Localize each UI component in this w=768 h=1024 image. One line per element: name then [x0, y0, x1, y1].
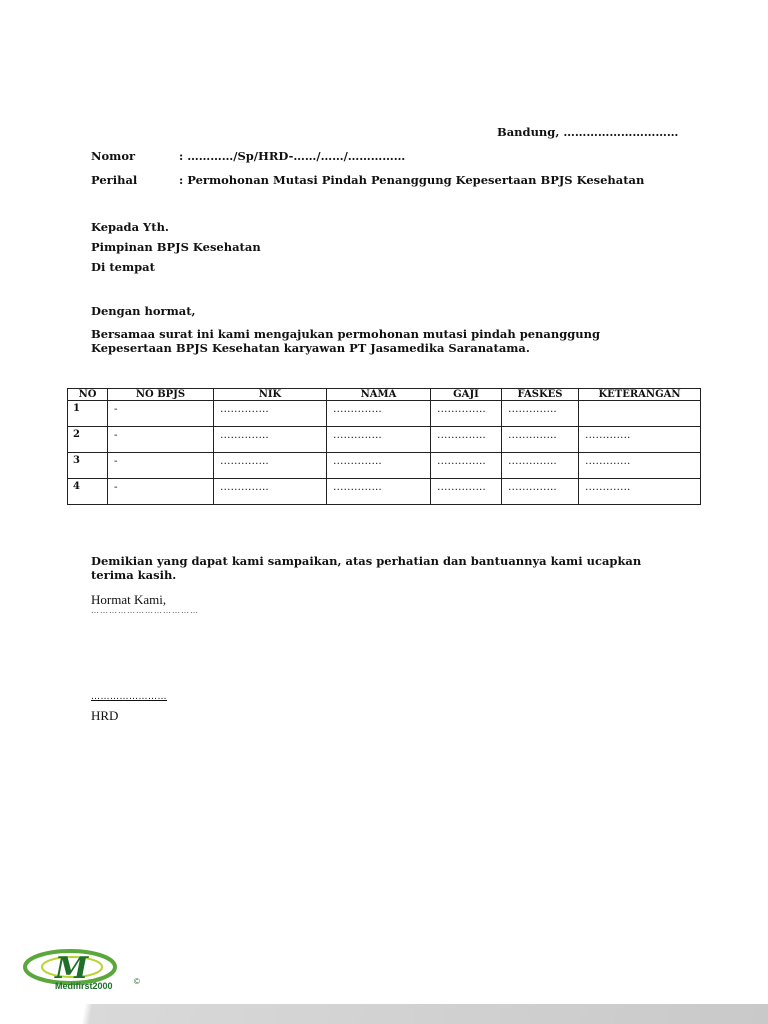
cell-nama: …………..	[327, 453, 431, 479]
logo-text: Medifirst2000	[55, 981, 113, 991]
recipient-line-2: Pimpinan BPJS Kesehatan	[91, 240, 261, 254]
cell-nama: …………..	[327, 479, 431, 505]
cell-no-bpjs: -	[108, 479, 214, 505]
cell-nik: …………..	[214, 479, 327, 505]
nomor-label: Nomor	[91, 149, 136, 163]
footer-bar	[0, 1004, 768, 1024]
header-no: NO	[68, 389, 108, 401]
cell-faskes: …………..	[502, 401, 579, 427]
cell-no-bpjs: -	[108, 427, 214, 453]
cell-no-bpjs: -	[108, 401, 214, 427]
recipient-line-3: Di tempat	[91, 260, 155, 274]
table-header-row	[68, 389, 701, 401]
signer-title: HRD	[91, 708, 119, 723]
cell-keterangan: ………….	[579, 453, 701, 479]
recipient-line-1: Kepada Yth.	[91, 220, 169, 234]
cell-no: 3	[68, 453, 108, 479]
table-row	[68, 479, 701, 505]
cell-gaji: …………..	[431, 479, 502, 505]
closing-paragraph: Demikian yang dapat kami sampaikan, atas perhatian dan bantuannya kami ucapkan terima kasih.	[91, 554, 642, 582]
table-row	[68, 401, 701, 427]
intro-paragraph: Bersamaa surat ini kami mengajukan permohonan mutasi pindah penanggung Kepesertaan BPJS Kesehatan karyawan PT Jasamedika Saranatama.	[91, 327, 601, 355]
header-gaji: GAJI	[431, 389, 502, 401]
header-keterangan: KETERANGAN	[579, 389, 701, 401]
cell-gaji: …………..	[431, 427, 502, 453]
cell-keterangan: ………….	[579, 479, 701, 505]
perihal-value: : Permohonan Mutasi Pindah Penanggung Kepesertaan BPJS Kesehatan	[179, 173, 645, 187]
employee-table	[67, 388, 701, 505]
cell-faskes: …………..	[502, 453, 579, 479]
medifirst-logo	[22, 945, 152, 997]
signature-line: ……………………	[91, 692, 167, 702]
header-faskes: FASKES	[502, 389, 579, 401]
perihal-label: Perihal	[91, 173, 138, 187]
cell-no: 1	[68, 401, 108, 427]
cell-nama: …………..	[327, 401, 431, 427]
header-nik: NIK	[214, 389, 327, 401]
copyright-mark: ©	[134, 977, 140, 986]
cell-nik: …………..	[214, 401, 327, 427]
cell-no-bpjs: -	[108, 453, 214, 479]
cell-no: 2	[68, 427, 108, 453]
nomor-value: : …………/Sp/HRD-……/……/……………	[179, 149, 406, 163]
cell-faskes: …………..	[502, 427, 579, 453]
svg-text:M: M	[55, 951, 89, 986]
cell-gaji: …………..	[431, 401, 502, 427]
sign-off-dots: ………………………………	[91, 606, 199, 615]
cell-keterangan: ………….	[579, 427, 701, 453]
header-no-bpjs: NO BPJS	[108, 389, 214, 401]
header-nama: NAMA	[327, 389, 431, 401]
place-date: Bandung, …………………………	[497, 125, 679, 139]
cell-nik: …………..	[214, 427, 327, 453]
sign-off: Hormat Kami,	[91, 592, 167, 607]
table-row	[68, 427, 701, 453]
cell-nama: …………..	[327, 427, 431, 453]
greeting: Dengan hormat,	[91, 304, 196, 318]
table-row	[68, 453, 701, 479]
cell-nik: …………..	[214, 453, 327, 479]
cell-faskes: …………..	[502, 479, 579, 505]
cell-gaji: …………..	[431, 453, 502, 479]
cell-no: 4	[68, 479, 108, 505]
cell-keterangan	[579, 401, 701, 427]
